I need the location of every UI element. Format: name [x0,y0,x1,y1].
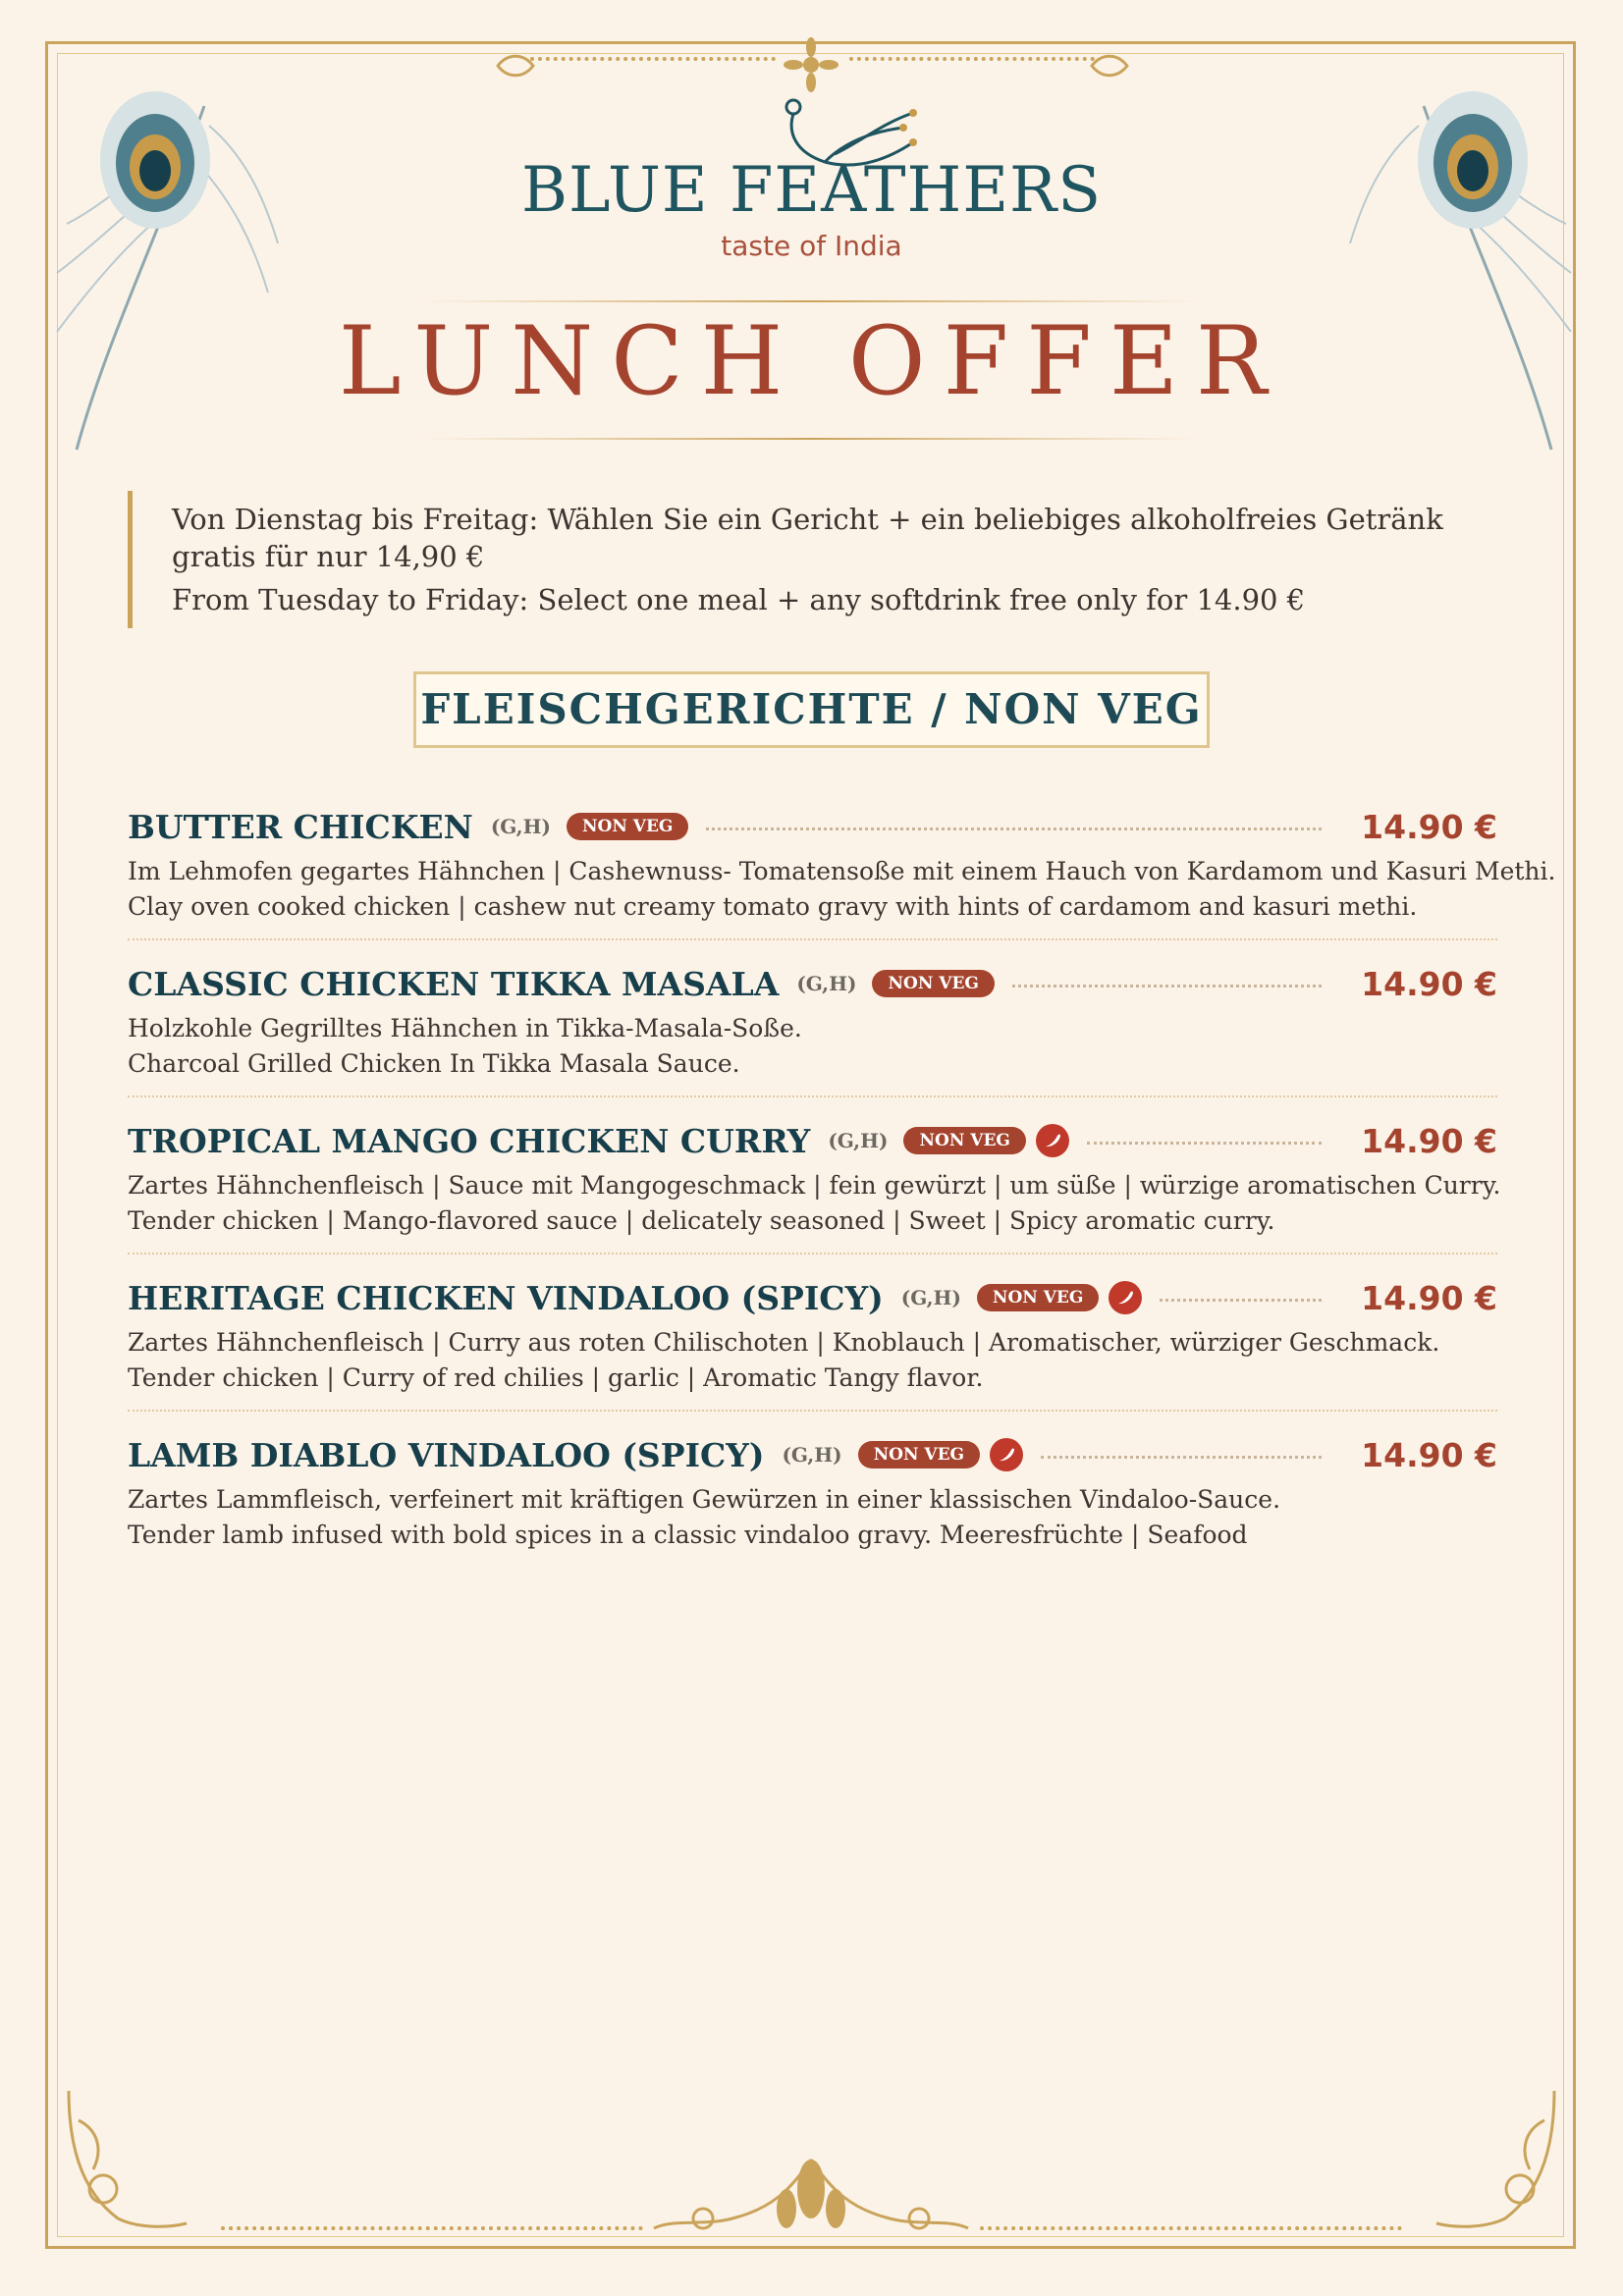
section-heading: FLEISCHGERICHTE / NON VEG [413,671,1210,748]
menu-item [128,1266,1497,1412]
dish-price: 14.90 € [1361,1278,1497,1317]
offer-text-de: Von Dienstag bis Freitag: Wählen Sie ein Gericht + ein beliebiges alkoholfreies Getränk gratis für nur 14,90 € [172,503,1443,573]
dish-description-en: Tender chicken | Curry of red chilies | garlic | Aromatic Tangy flavor. [128,1363,984,1392]
brand-name: BLUE FEATHERS [520,154,1103,227]
non-veg-badge: NON VEG [567,813,688,840]
title-rule-bottom [422,438,1201,440]
dish-description-en: Charcoal Grilled Chicken In Tikka Masala Sauce. [128,1049,740,1078]
dish-name: TROPICAL MANGO CHICKEN CURRY [128,1121,811,1160]
dish-name: LAMB DIABLO VINDALOO (SPICY) [128,1435,765,1474]
dish-name: BUTTER CHICKEN [128,807,473,846]
top-flourish-right-icon [1090,51,1129,80]
allergen-codes: (G,H) [828,1129,889,1152]
chili-icon [990,1438,1023,1471]
top-dotted-line-right [849,57,1095,61]
bottom-left-corner-ornament-icon [59,2081,196,2238]
brand-logo [0,90,1623,262]
dish-description-de: Holzkohle Gegrilltes Hähnchen in Tikka-Masala-Soße. [128,1014,802,1042]
top-flourish-left-icon [496,51,535,80]
dish-price: 14.90 € [1361,1435,1497,1474]
allergen-codes: (G,H) [782,1443,842,1467]
title-rule-top [422,300,1201,302]
dish-price: 14.90 € [1361,807,1497,846]
chili-icon [1036,1124,1069,1157]
menu-item [128,1423,1497,1567]
dotted-leader [706,828,1322,830]
dotted-leader [1087,1142,1322,1145]
offer-text-en: From Tuesday to Friday: Select one meal + any softdrink free only for 14.90 € [172,583,1306,616]
dish-description-de: Im Lehmofen gegartes Hähnchen | Cashewnuss- Tomatensoße mit einem Hauch von Kardamom und Kasuri Methi. [128,857,1556,885]
menu-item [128,952,1497,1097]
bottom-center-ornament-icon [644,2140,978,2248]
dish-price: 14.90 € [1361,1121,1497,1160]
menu-item [128,795,1556,940]
non-veg-badge: NON VEG [903,1127,1025,1154]
non-veg-badge: NON VEG [977,1284,1099,1311]
dish-description-de: Zartes Hähnchenfleisch | Curry aus roten Chilischoten | Knoblauch | Aromatischer, würziger Geschmack. [128,1328,1440,1357]
dish-description-en: Tender chicken | Mango-flavored sauce | delicately seasoned | Sweet | Spicy aromatic curry. [128,1206,1275,1235]
non-veg-badge: NON VEG [872,970,994,997]
menu-item [128,1109,1501,1255]
dish-price: 14.90 € [1361,964,1497,1003]
chili-icon [1109,1281,1142,1314]
allergen-codes: (G,H) [900,1286,961,1309]
dish-description-de: Zartes Lammfleisch, verfeinert mit kräftigen Gewürzen in einer klassischen Vindaloo-Sauce. [128,1485,1281,1514]
dish-name: HERITAGE CHICKEN VINDALOO (SPICY) [128,1278,884,1317]
dish-description-de: Zartes Hähnchenfleisch | Sauce mit Mangogeschmack | fein gewürzt | um süße | würzige aromatischen Curry. [128,1171,1501,1200]
offer-description [128,491,1483,628]
top-dotted-line-left [530,57,776,61]
bottom-dotted-line-right [980,2226,1402,2230]
bottom-right-corner-ornament-icon [1427,2081,1564,2238]
allergen-codes: (G,H) [490,815,551,838]
dish-description-en: Tender lamb infused with bold spices in a classic vindaloo gravy. Meeresfrüchte | Seafood [128,1521,1248,1549]
dish-description-en: Clay oven cooked chicken | cashew nut creamy tomato gravy with hints of cardamom and kasuri methi. [128,892,1418,921]
page-title: LUNCH OFFER [338,306,1285,416]
dotted-leader [1041,1456,1322,1459]
dotted-leader [1012,985,1322,988]
allergen-codes: (G,H) [796,972,857,995]
brand-tagline: taste of India [721,230,902,262]
dotted-leader [1160,1299,1322,1302]
menu-items-list [128,795,1556,1578]
dish-name: CLASSIC CHICKEN TIKKA MASALA [128,964,780,1003]
non-veg-badge: NON VEG [858,1441,980,1468]
top-ornament-icon [782,35,840,94]
bottom-dotted-line-left [221,2226,643,2230]
